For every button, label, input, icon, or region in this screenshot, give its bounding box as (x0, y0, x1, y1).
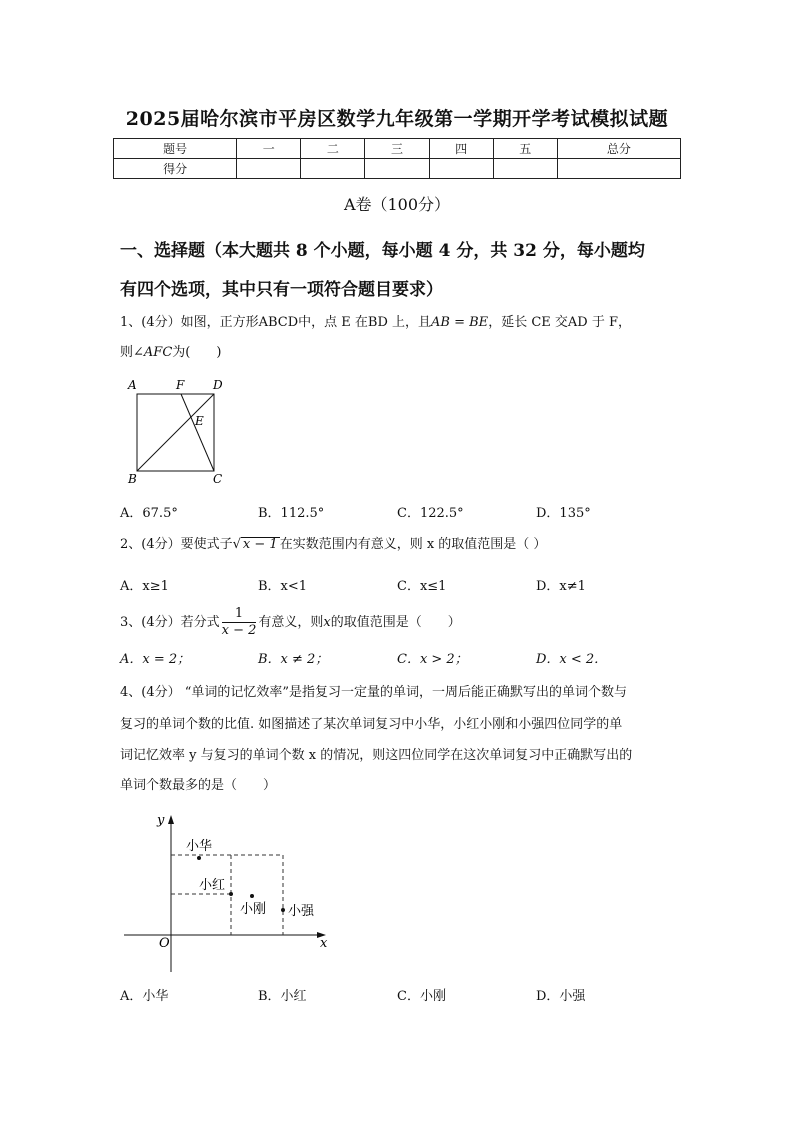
q3-mid: 有意义，则 (258, 615, 324, 630)
label-b: B (128, 472, 137, 486)
q2-suffix: 在实数范围内有意义，则 x 的取值范围是（ ） (279, 537, 547, 552)
x-axis-label: x (320, 936, 328, 951)
diagonal-bd (137, 394, 214, 471)
score-header-cell: 二 (301, 139, 365, 159)
label-xiaohong: 小红 (199, 878, 226, 893)
section-a-heading: A卷（100分） (343, 195, 451, 214)
label-d: D (213, 378, 223, 392)
q3-suffix: 的取值范围是（ ） (330, 615, 461, 630)
q2-option-b: B．x<1 (258, 579, 308, 594)
q4-line1: 4、(4分） “单词的记忆效率”是指复习一定量的单词，一周后能正确默写出的单词个数与 (120, 685, 628, 700)
q3-numerator: 1 (222, 606, 257, 623)
label-xiaoqiang: 小强 (288, 904, 315, 919)
q3-option-a: A．x = 2； (120, 652, 191, 667)
point-xiaohua (197, 856, 201, 860)
score-header-cell: 四 (429, 139, 493, 159)
label-a: A (128, 378, 137, 392)
score-header-cell: 题号 (114, 139, 237, 159)
q3-fraction (222, 606, 257, 639)
q3-var: x (323, 615, 331, 630)
q1-line2-suffix: 为( ) (172, 345, 222, 360)
q1-option-b: B．112.5° (258, 506, 325, 521)
q3-line (120, 606, 690, 639)
q2-option-c: C．x≤1 (397, 579, 447, 594)
score-header-cell: 五 (493, 139, 557, 159)
q1-option-a: A．67.5° (120, 506, 178, 521)
q1-math-ab-be: AB = BE (431, 315, 489, 330)
q4-graph (124, 813, 328, 972)
section1-heading-line1: 一、选择题（本大题共 8 个小题，每小题 4 分，共 32 分，每小题均 (120, 241, 645, 261)
score-header-cell: 总分 (557, 139, 680, 159)
label-e: E (195, 414, 204, 428)
score-row-label: 得分 (114, 159, 237, 179)
q3-denominator: x − 2 (221, 623, 257, 638)
q4-line3: 词记忆效率 y 与复习的单词个数 x 的情况，则这四位同学在这次单词复习中正确默写出的 (120, 748, 633, 763)
q4-option-a: A．小华 (120, 989, 169, 1004)
q1-mid: ，延长 CE 交AD 于 F， (488, 315, 631, 330)
origin-label: O (159, 936, 170, 951)
label-xiaogang: 小刚 (240, 902, 267, 917)
q4-line4: 单词个数最多的是（ ） (120, 778, 277, 793)
q1-option-c: C．122.5° (397, 506, 464, 521)
label-c: C (213, 472, 223, 486)
q2-radicand: x − 1 (242, 537, 278, 552)
q4-line2: 复习的单词个数的比值. 如图描述了某次单词复习中小华，小红小刚和小强四位同学的单 (120, 717, 623, 732)
q1-math-angle-afc: ∠AFC (133, 345, 173, 360)
exam-title: 2025届哈尔滨市平房区数学九年级第一学期开学考试模拟试题 (125, 108, 669, 130)
q4-option-c: C．小刚 (397, 989, 446, 1004)
q3-option-b: B．x ≠ 2； (258, 652, 329, 667)
score-header-cell: 一 (237, 139, 301, 159)
q3-prefix: 3、(4分）若分式 (120, 615, 220, 630)
y-axis-arrow (168, 815, 174, 824)
q4-option-b: B．小红 (258, 989, 307, 1004)
segment-cf (181, 394, 214, 471)
q2-option-d: D．x≠1 (536, 579, 586, 594)
q1-prefix: 1、(4分）如图，正方形ABCD中，点 E 在BD 上，且 (120, 315, 432, 330)
y-axis-label: y (157, 813, 165, 828)
q3-option-d: D．x < 2． (536, 652, 608, 667)
q2-line (120, 537, 690, 551)
label-xiaohua: 小华 (186, 839, 213, 854)
q1-option-d: D．135° (536, 506, 591, 521)
q2-option-a: A．x≥1 (120, 579, 169, 594)
section1-heading-line2: 有四个选项，其中只有一项符合题目要求） (120, 280, 443, 300)
q2-prefix: 2、(4分）要使式子 (120, 537, 233, 552)
q3-option-c: C．x > 2； (397, 652, 468, 667)
q1-line2-prefix: 则 (120, 345, 134, 360)
point-xiaoqiang (281, 908, 285, 912)
sqrt-sign: √ (232, 537, 241, 552)
label-f: F (176, 378, 185, 392)
point-xiaogang (250, 894, 254, 898)
q4-option-d: D．小强 (536, 989, 586, 1004)
point-xiaohong (229, 892, 233, 896)
score-header-cell: 三 (365, 139, 429, 159)
